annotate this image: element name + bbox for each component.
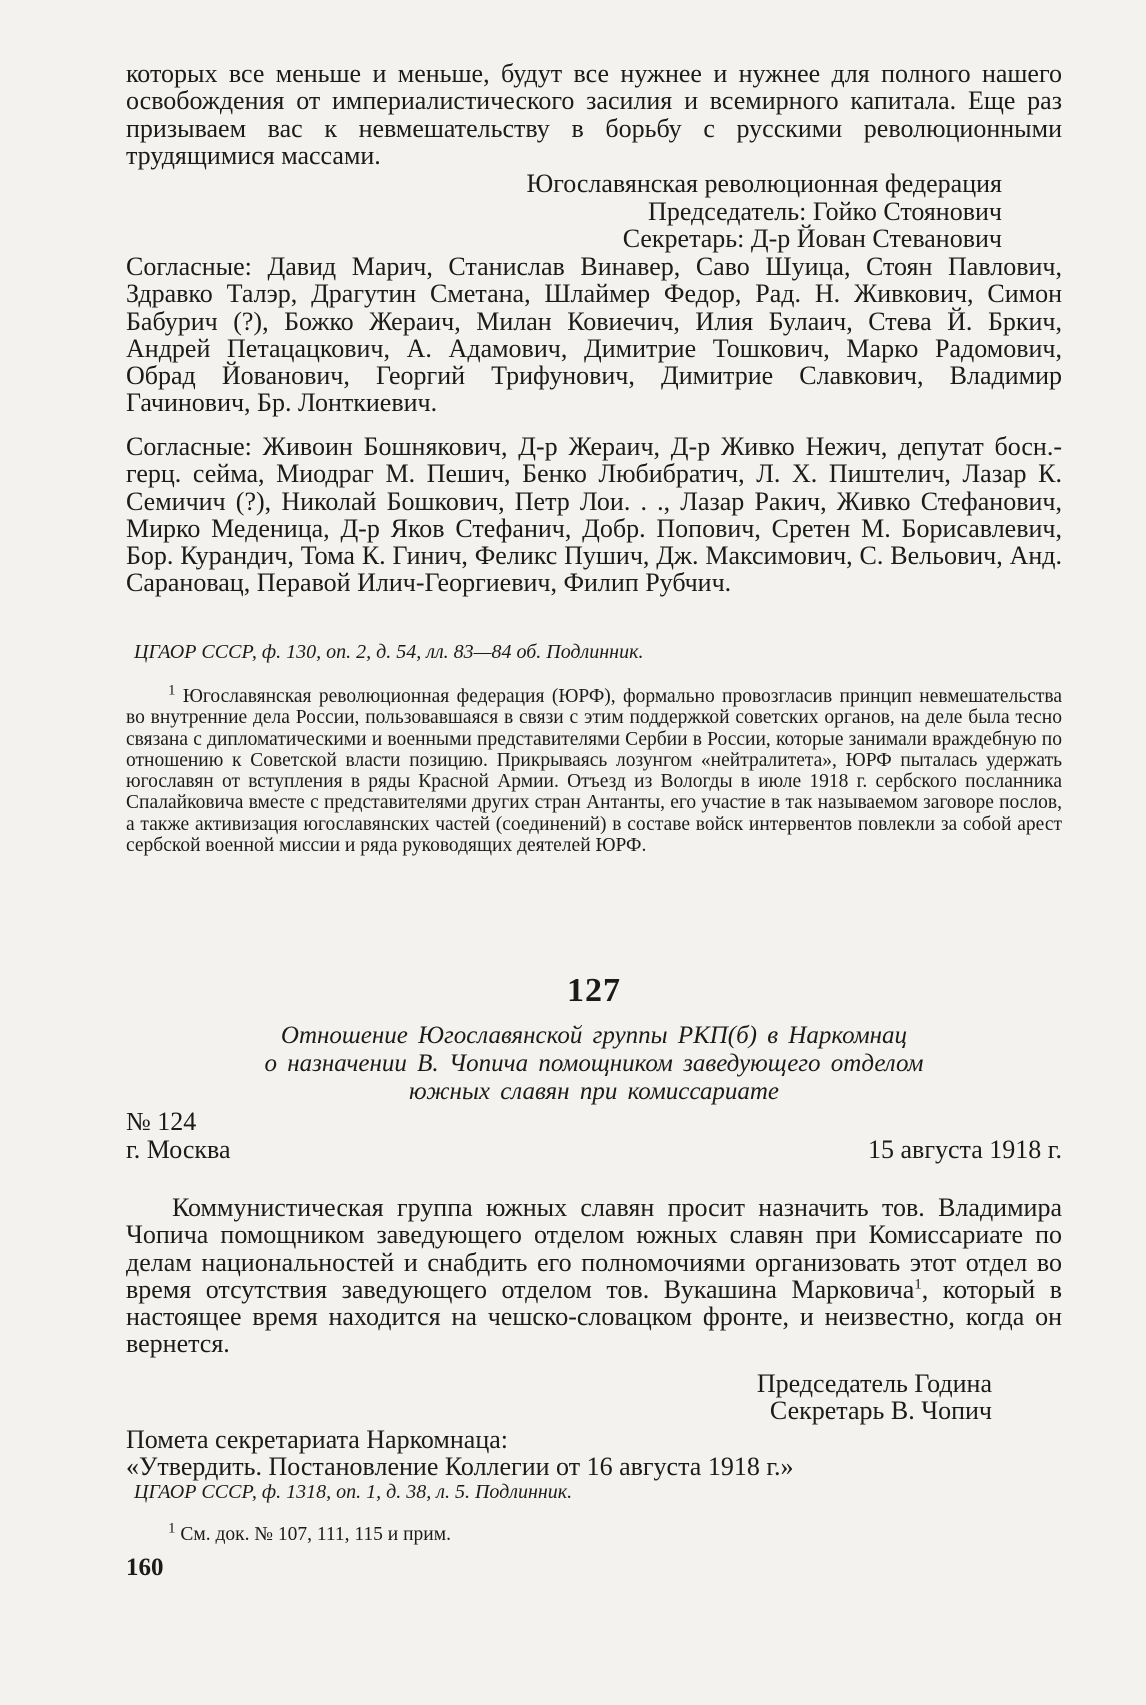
- footnote-text: См. док. № 107, 111, 115 и прим.: [180, 1524, 451, 1545]
- page-number: 160: [126, 1554, 164, 1581]
- footnote-1: [126, 682, 1062, 857]
- signature-line: Секретарь: Д-р Йован Стеванович: [622, 224, 1002, 253]
- date: 15 августа 1918 г.: [868, 1135, 1062, 1164]
- footnote-marker: 1: [914, 1276, 922, 1293]
- place-date-row: [126, 1136, 1062, 1163]
- letter-body-part2: , который в настоящее время находится на чешско-словацком фронте, и неизвестно, когда он вернется.: [126, 1274, 1062, 1359]
- footnote-text: Югославянская революционная федерация (ЮРФ), формально провозгласив принцип невмешательства во внутренние дела России, пользовавшаяся в связи с этим поддержкой советских органов, на деле была тесно связана с дипломатическими и военными представителями Сербии в России, которые занимали враждебную по отношению к Советской власти позицию. Прикрываясь лозунгом «нейтралитета», ЮРФ пыталась удержать югославян от вступления в ряды Красной Армии. Отъезд из Вологды в июле 1918 г. сербского посланника Спалайковича вместе с представителями других стран Антанты, его участие в так называемом заговоре послов, а также активизация югославянских частей (соединений) в составе войск интервентов повлекли за собой арест сербской военной миссии и ряда руководящих деятелей ЮРФ.: [126, 686, 1062, 857]
- signature-block-2: [126, 1370, 992, 1425]
- secretariat-mark: [126, 1426, 1062, 1481]
- archive-source-2: ЦГАОР СССР, ф. 1318, оп. 1, д. 38, л. 5. Подлинник.: [134, 1481, 573, 1503]
- mark-label: Помета секретариата Наркомнаца:: [126, 1425, 509, 1454]
- document-title: [126, 1022, 1062, 1106]
- mark-text: «Утвердить. Постановление Коллегии от 16 августа 1918 г.»: [126, 1452, 794, 1482]
- footnote-marker: 1: [168, 682, 176, 699]
- signature-line: Председатель: Гойко Стоянович: [648, 196, 1002, 226]
- title-line: южных славян при комиссариате: [408, 1078, 780, 1105]
- signature-block-1: [126, 170, 1002, 253]
- signature-line: Югославянская революционная федерация: [526, 169, 1002, 198]
- archive-source-1: ЦГАОР СССР, ф. 130, оп. 2, д. 54, лл. 83—84 об. Подлинник.: [134, 641, 644, 663]
- outgoing-number: № 124: [126, 1107, 197, 1136]
- consent-list-1: Согласные: Давид Марич, Станислав Винавер, Саво Шуица, Стоян Павлович, Здравко Талэр, Драгутин Сметана, Шлаймер Федор, Рад. Н. Живкович, Симон Бабурич (?), Божко Жераич, Милан Ковиечич, Илия Булаич, Стева Й. Бркич, Андрей Петацацкович, А. Адамович, Димитрие Тошкович, Марко Радомович, Обрад Йованович, Георгий Трифунович, Димитрие Славкович, Владимир Гачинович, Бр. Лонткиевич.: [126, 252, 1062, 418]
- footnote-marker: 1: [168, 1520, 176, 1537]
- consent-list-2: Согласные: Живоин Бошнякович, Д-р Жераич, Д-р Живко Нежич, депутат босн.-герц. сейма, Миодраг М. Пешич, Бенко Любибратич, Л. Х. Пиштелич, Лазар К. Семичич (?), Николай Бошкович, Петр Лои. . ., Лазар Ракич, Живко Стефанович, Мирко Меденица, Д-р Яков Стефанич, Добр. Попович, Сретен М. Борисавлевич, Бор. Курандич, Тома К. Гинич, Феликс Пушич, Дж. Максимович, С. Вельович, Анд. Сарановац, Перавой Илич-Георгиевич, Филип Рубчич.: [126, 432, 1062, 598]
- title-line: Отношение Югославянской группы РКП(б) в Наркомнац: [280, 1022, 908, 1049]
- footnote-2: [126, 1520, 1062, 1545]
- document-number: 127: [567, 972, 621, 1009]
- opening-paragraph: которых все меньше и меньше, будут все нужнее и нужнее для полного нашего освобождения от империалистического засилия и всемирного капитала. Еще раз призываем вас к невмешательству в борьбу с русскими революционными трудящимися массами.: [126, 59, 1062, 170]
- signature-line: Секретарь В. Чопич: [769, 1396, 992, 1426]
- title-line: о назначении В. Чопича помощником заведующего отделом: [264, 1050, 924, 1077]
- signature-line: Председатель Година: [756, 1369, 992, 1398]
- letter-body-part1: Коммунистическая группа южных славян просит назначить тов. Владимира Чопича помощником заведующего отделом южных славян при Комиссариате по делам национальностей и снабдить его полномочиями организовать этот отдел во время отсутствия заведующего отделом тов. Вукашина Марковича: [126, 1193, 1062, 1304]
- place: г. Москва: [126, 1135, 231, 1164]
- letter-body: [126, 1194, 1062, 1358]
